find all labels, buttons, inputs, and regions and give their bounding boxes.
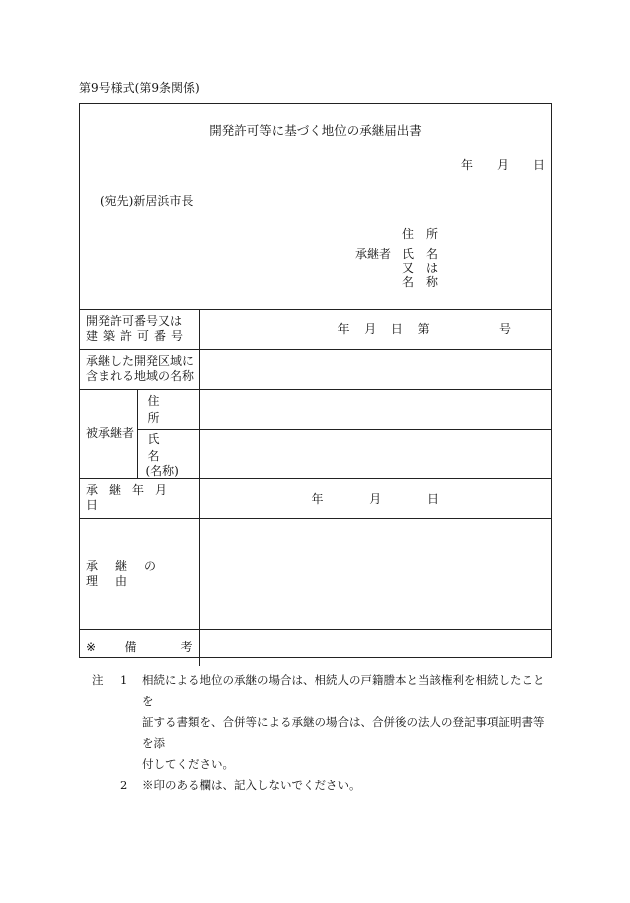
successor-name-label: 氏 名 <box>402 247 439 261</box>
note-1-line2: 証する書類を、合併等による承継の場合は、合併後の法人の登記事項証明書等を添 <box>142 715 545 750</box>
remarks-mark: ※ <box>86 640 97 655</box>
row-reason <box>80 518 551 629</box>
note-1-line3: 付してください。 <box>142 757 234 771</box>
succession-date-label <box>80 478 199 518</box>
succession-day: 日 <box>426 491 439 506</box>
notes-section <box>92 670 552 796</box>
addressee: (宛先)新居浜市長 <box>100 194 194 208</box>
permit-day: 日 <box>390 322 403 337</box>
reason-label <box>80 518 199 629</box>
note-1-line1: 相続による地位の承継の場合は、相続人の戸籍謄本と当該権利を相続したことを <box>142 673 545 708</box>
permit-year: 年 <box>337 322 350 337</box>
succession-date-value[interactable] <box>199 478 551 518</box>
predecessor-name-label <box>137 429 199 478</box>
remarks-value[interactable] <box>199 629 551 666</box>
area-name-label-line2: 含まれる地域の名称 <box>86 369 195 383</box>
successor-or-label: 又 は <box>402 261 439 275</box>
area-name-label <box>80 349 199 389</box>
row-permit-number <box>80 309 551 349</box>
area-name-label-line1: 承継した開発区域に <box>86 354 195 368</box>
form-title: 開発許可等に基づく地位の承継届出書 <box>209 123 422 138</box>
note-1-number: 1 <box>120 673 128 687</box>
permit-number-label <box>80 309 199 349</box>
note-2-number: 2 <box>120 778 128 792</box>
remarks-label-text: 備考 <box>124 640 237 655</box>
permit-dai: 第 <box>417 322 430 337</box>
header-month: 月 <box>497 158 510 172</box>
predecessor-address-value[interactable] <box>199 389 551 429</box>
form-table <box>80 309 551 666</box>
remarks-label <box>80 629 237 666</box>
row-predecessor-name <box>80 429 551 478</box>
note-2 <box>92 775 552 796</box>
succession-year: 年 <box>311 491 324 506</box>
predecessor-title-text: (名称) <box>145 463 179 478</box>
reason-label-text: 承継の理由 <box>86 558 174 588</box>
permit-number-label-line2: 建築許可番号 <box>86 328 189 343</box>
reason-value[interactable] <box>199 518 551 629</box>
permit-number-label-line1: 開発許可番号又は <box>86 313 183 328</box>
permit-number-value[interactable] <box>199 309 551 349</box>
note-1 <box>92 670 552 712</box>
form-header <box>80 104 551 310</box>
predecessor-address-text: 住所 <box>147 394 186 425</box>
area-name-value[interactable] <box>199 349 551 389</box>
form-number-label: 第9号様式(第9条関係) <box>79 81 200 95</box>
succession-month: 月 <box>369 491 382 506</box>
predecessor-name-text: 氏名 <box>147 431 186 463</box>
form-frame <box>79 103 552 658</box>
note-2-line1: ※印のある欄は、記入しないでください。 <box>142 778 361 792</box>
row-remarks <box>80 629 551 666</box>
successor-address-label: 住 所 <box>402 227 439 241</box>
header-year: 年 <box>461 158 474 172</box>
predecessor-address-label <box>137 389 199 429</box>
header-day: 日 <box>533 158 546 172</box>
successor-label: 承継者 <box>355 247 392 261</box>
predecessor-name-value[interactable] <box>199 429 551 478</box>
row-succession-date <box>80 478 551 518</box>
row-predecessor-address <box>80 389 551 429</box>
notes-head: 注 <box>92 673 104 687</box>
successor-title-label: 名 称 <box>402 275 439 289</box>
row-area-name <box>80 349 551 389</box>
predecessor-label: 被承継者 <box>80 389 137 478</box>
permit-month: 月 <box>364 322 377 337</box>
permit-go: 号 <box>498 322 511 337</box>
succession-date-label-text: 承継年月日 <box>86 483 179 512</box>
